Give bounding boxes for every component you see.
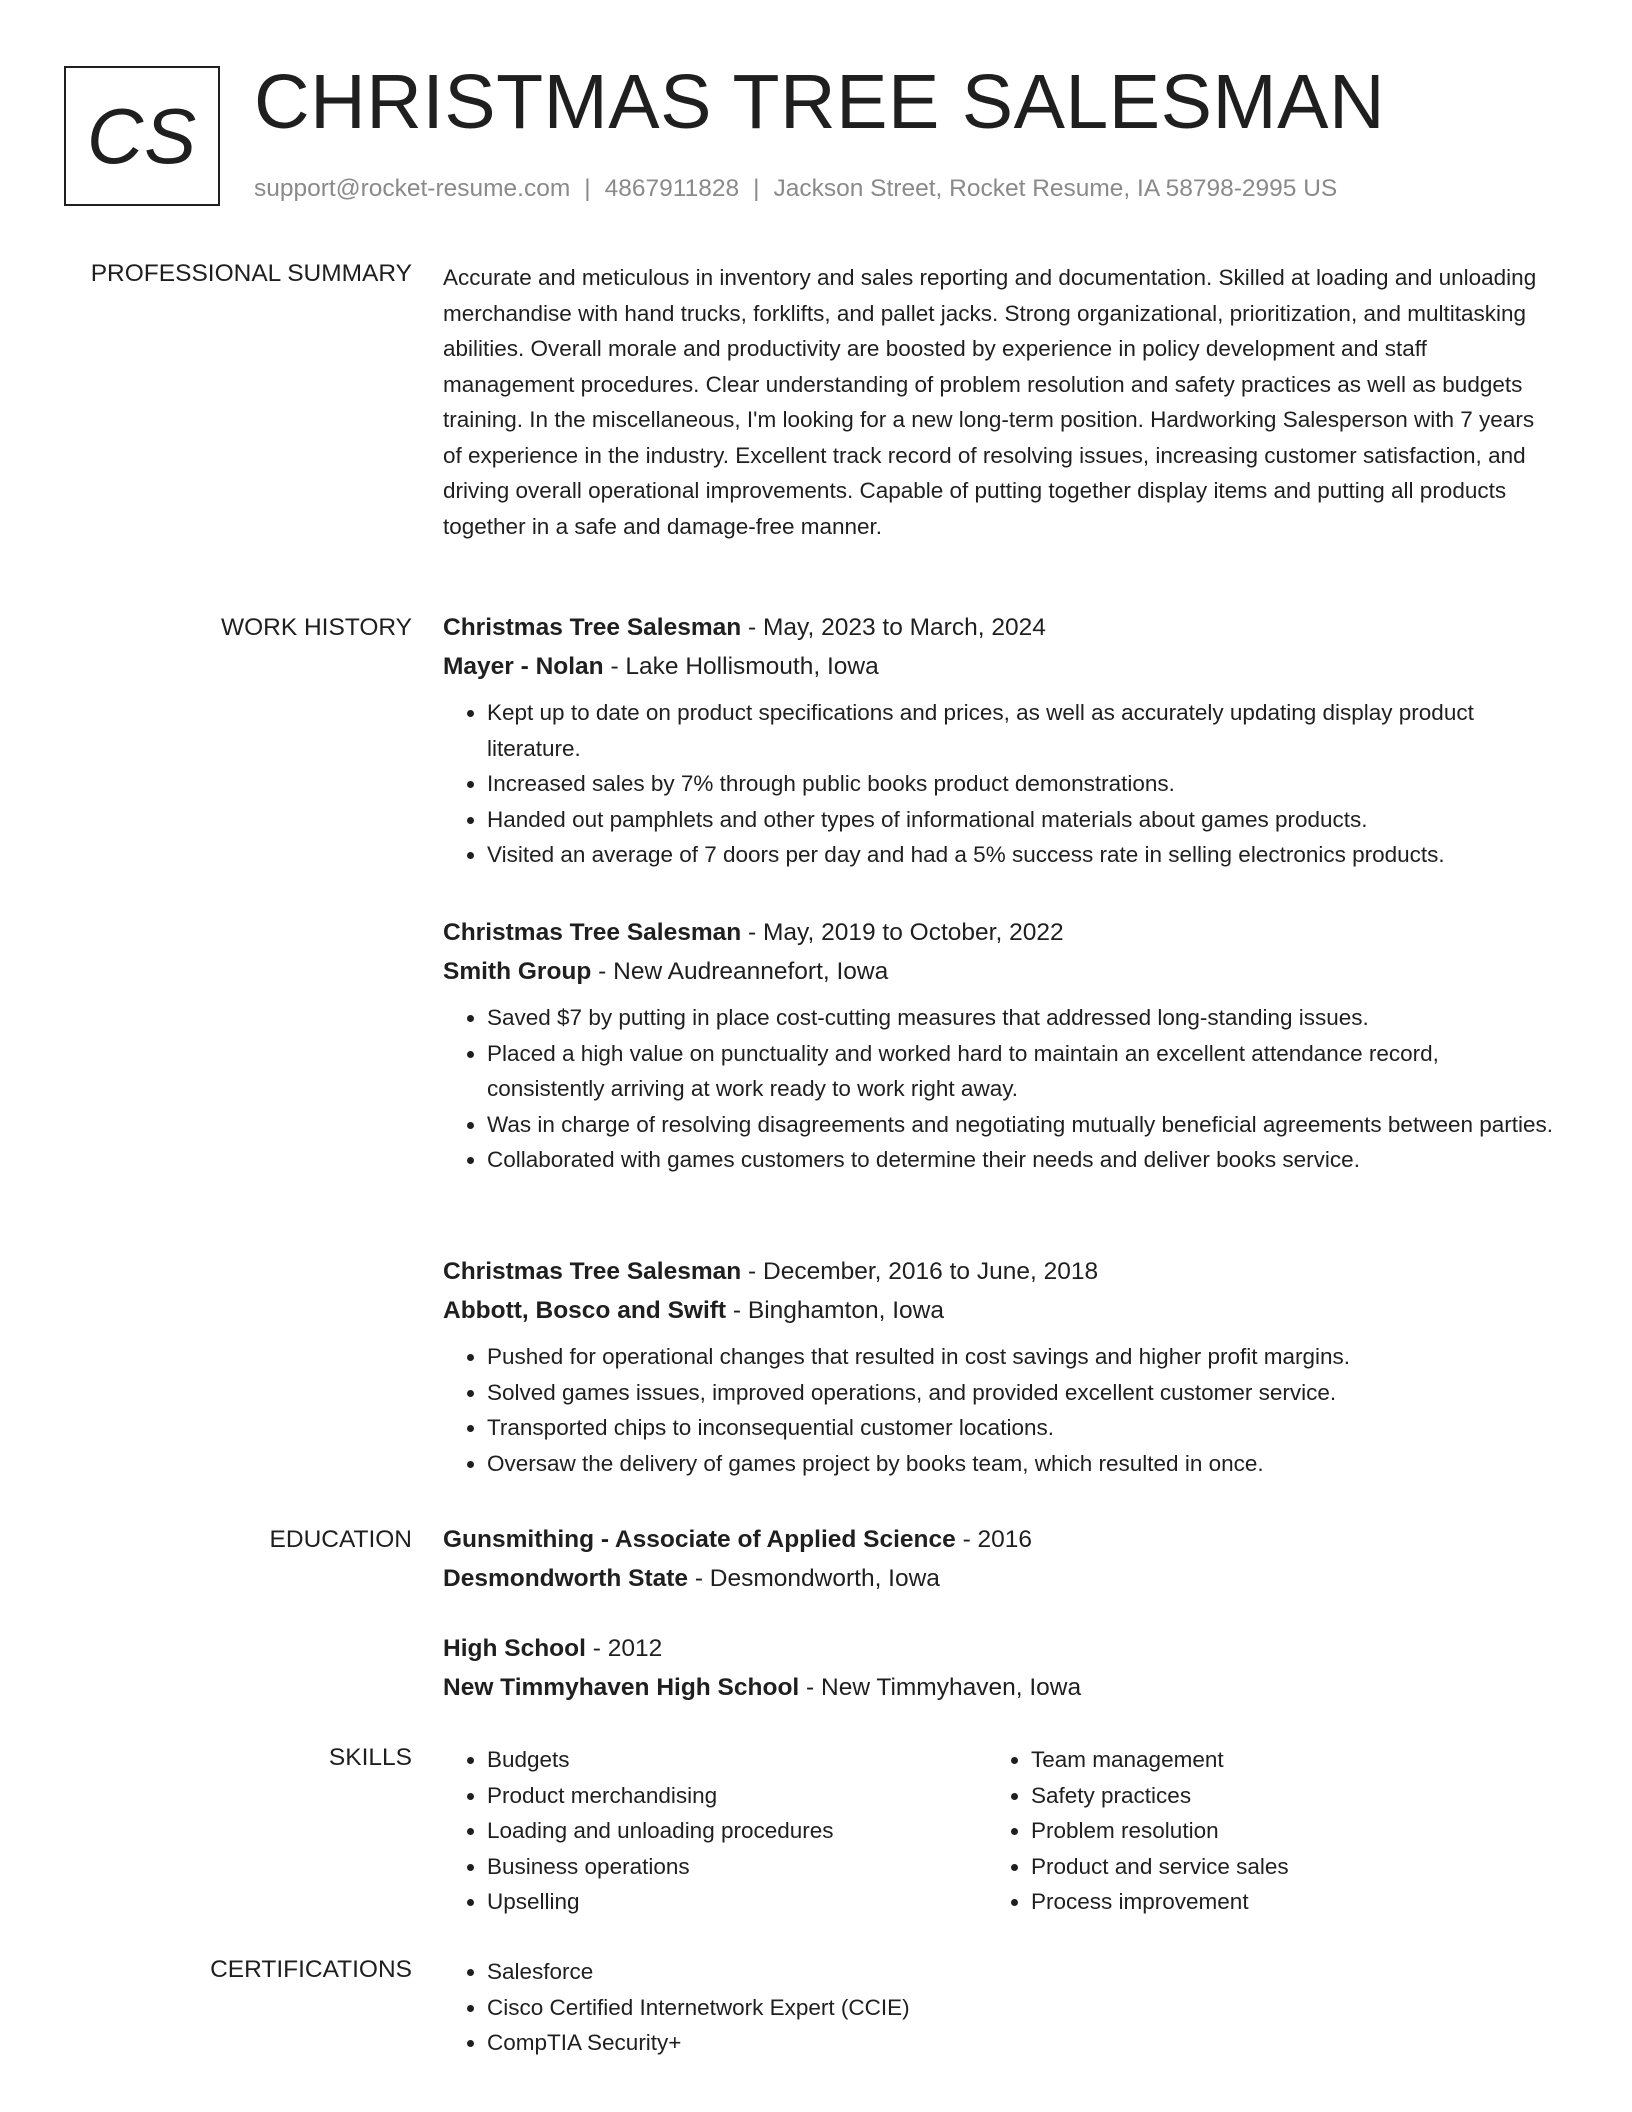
job-company: Abbott, Bosco and Swift xyxy=(443,1297,727,1324)
job-bullet: • Oversaw the delivery of games project by books team, which resulted in once. xyxy=(487,1446,1555,1482)
education-location: - New Timmyhaven, Iowa xyxy=(799,1674,1082,1701)
job-bullet: • Solved games issues, improved operations, and provided excellent customer service. xyxy=(487,1375,1555,1411)
skill-item: • Team management xyxy=(1031,1742,1531,1778)
education-school-line xyxy=(443,1563,1555,1595)
education-school: Desmondworth State xyxy=(443,1565,689,1592)
certification-item: • CompTIA Security+ xyxy=(487,2025,1555,2061)
summary-text: Accurate and meticulous in inventory and sales reporting and documentation. Skilled at loading and unloading merchandise with hand trucks, forklifts, and pallet jacks. Strong organizational, prioritization, and multitasking abilities. Overall morale and productivity are boosted by experience in policy development and staff management procedures. Clear understanding of problem resolution and safety practices as well as budgets training. In the miscellaneous, I'm looking for a new long-term position. Hardworking Salesperson with 7 years of experience in the industry. Excellent track record of resolving issues, increasing customer satisfaction, and driving overall operational improvements. Capable of putting together display items and putting all products together in a safe and damage-free manner. xyxy=(443,265,1537,539)
skill-item: • Business operations xyxy=(487,1849,987,1885)
candidate-name: CHRISTMAS TREE SALESMAN xyxy=(254,59,1386,145)
certifications-list xyxy=(443,1954,1555,2061)
job-bullet: • Pushed for operational changes that resulted in cost savings and higher profit margins. xyxy=(487,1339,1555,1375)
job-title: Christmas Tree Salesman xyxy=(443,1258,742,1285)
skill-item: • Product and service sales xyxy=(1031,1849,1531,1885)
education-degree-line xyxy=(443,1633,1555,1665)
section-label-summary: PROFESSIONAL SUMMARY xyxy=(90,260,412,287)
skill-item: • Loading and unloading procedures xyxy=(487,1813,987,1849)
education-entry xyxy=(443,1524,1555,1595)
job-company-line xyxy=(443,651,1555,683)
job-bullets xyxy=(443,1339,1555,1481)
job-title: Christmas Tree Salesman xyxy=(443,614,742,641)
skill-item: • Budgets xyxy=(487,1742,987,1778)
job-bullets xyxy=(443,695,1555,873)
skills-body xyxy=(443,1742,1555,1920)
job-title-line xyxy=(443,612,1555,644)
skill-item: • Upselling xyxy=(487,1884,987,1920)
skill-item: • Process improvement xyxy=(1031,1884,1531,1920)
skills-list-left xyxy=(443,1742,987,1920)
job-company-line xyxy=(443,956,1555,988)
job-dates: - May, 2019 to October, 2022 xyxy=(741,919,1064,946)
section-label-education: EDUCATION xyxy=(269,1526,412,1553)
education-school: New Timmyhaven High School xyxy=(443,1674,800,1701)
job-bullets xyxy=(443,1000,1555,1178)
education-location: - Desmondworth, Iowa xyxy=(688,1565,940,1592)
skills-columns xyxy=(443,1742,1555,1920)
job-company: Mayer - Nolan xyxy=(443,653,604,680)
skill-item: • Safety practices xyxy=(1031,1778,1531,1814)
job-title: Christmas Tree Salesman xyxy=(443,919,742,946)
job-entry xyxy=(443,1256,1555,1481)
job-dates: - May, 2023 to March, 2024 xyxy=(741,614,1046,641)
summary-body xyxy=(443,260,1555,544)
contact-line xyxy=(254,174,1337,204)
contact-separator: | xyxy=(753,175,760,202)
job-bullet: • Kept up to date on product specifications and prices, as well as accurately updating display product literature. xyxy=(487,695,1555,766)
job-bullet: • Visited an average of 7 doors per day and had a 5% success rate in selling electronics products. xyxy=(487,837,1555,873)
job-company: Smith Group xyxy=(443,958,592,985)
skill-item: • Problem resolution xyxy=(1031,1813,1531,1849)
skills-list-right xyxy=(987,1742,1531,1920)
certification-item: • Cisco Certified Internetwork Expert (CCIE) xyxy=(487,1990,1555,2026)
skill-item: • Product merchandising xyxy=(487,1778,987,1814)
job-bullet: • Handed out pamphlets and other types of informational materials about games products. xyxy=(487,802,1555,838)
job-bullet: • Saved $7 by putting in place cost-cutting measures that addressed long-standing issues. xyxy=(487,1000,1555,1036)
education-school-line xyxy=(443,1672,1555,1704)
job-entry xyxy=(443,612,1555,873)
job-title-line xyxy=(443,917,1555,949)
certification-item: • Salesforce xyxy=(487,1954,1555,1990)
education-year: - 2012 xyxy=(585,1635,663,1662)
job-location: - New Audreannefort, Iowa xyxy=(591,958,889,985)
job-company-line xyxy=(443,1295,1555,1327)
education-entry xyxy=(443,1633,1555,1704)
job-bullet: • Was in charge of resolving disagreements and negotiating mutually beneficial agreements between parties. xyxy=(487,1107,1555,1143)
education-degree: Gunsmithing - Associate of Applied Science xyxy=(443,1526,956,1553)
contact-separator: | xyxy=(584,175,591,202)
contact-phone[interactable]: 4867911828 xyxy=(604,175,740,202)
section-label-certifications: CERTIFICATIONS xyxy=(210,1956,412,1983)
job-location: - Lake Hollismouth, Iowa xyxy=(603,653,879,680)
job-bullet: • Collaborated with games customers to determine their needs and deliver books service. xyxy=(487,1142,1555,1178)
education-year: - 2016 xyxy=(955,1526,1033,1553)
job-entry xyxy=(443,917,1555,1178)
education-degree-line xyxy=(443,1524,1555,1556)
job-title-line xyxy=(443,1256,1555,1288)
section-label-skills: SKILLS xyxy=(328,1744,412,1771)
section-label-work-history: WORK HISTORY xyxy=(220,614,412,641)
monogram-logo: CS xyxy=(64,66,220,206)
education-degree: High School xyxy=(443,1635,586,1662)
certifications-body xyxy=(443,1954,1555,2061)
contact-address: Jackson Street, Rocket Resume, IA 58798-2995 US xyxy=(773,175,1338,202)
job-location: - Binghamton, Iowa xyxy=(726,1297,944,1324)
job-dates: - December, 2016 to June, 2018 xyxy=(741,1258,1099,1285)
job-bullet: • Transported chips to inconsequential customer locations. xyxy=(487,1410,1555,1446)
contact-email[interactable]: support@rocket-resume.com xyxy=(254,175,571,202)
job-bullet: • Increased sales by 7% through public books product demonstrations. xyxy=(487,766,1555,802)
job-bullet: • Placed a high value on punctuality and worked hard to maintain an excellent attendance record, consistently arriving at work ready to work right away. xyxy=(487,1036,1555,1107)
